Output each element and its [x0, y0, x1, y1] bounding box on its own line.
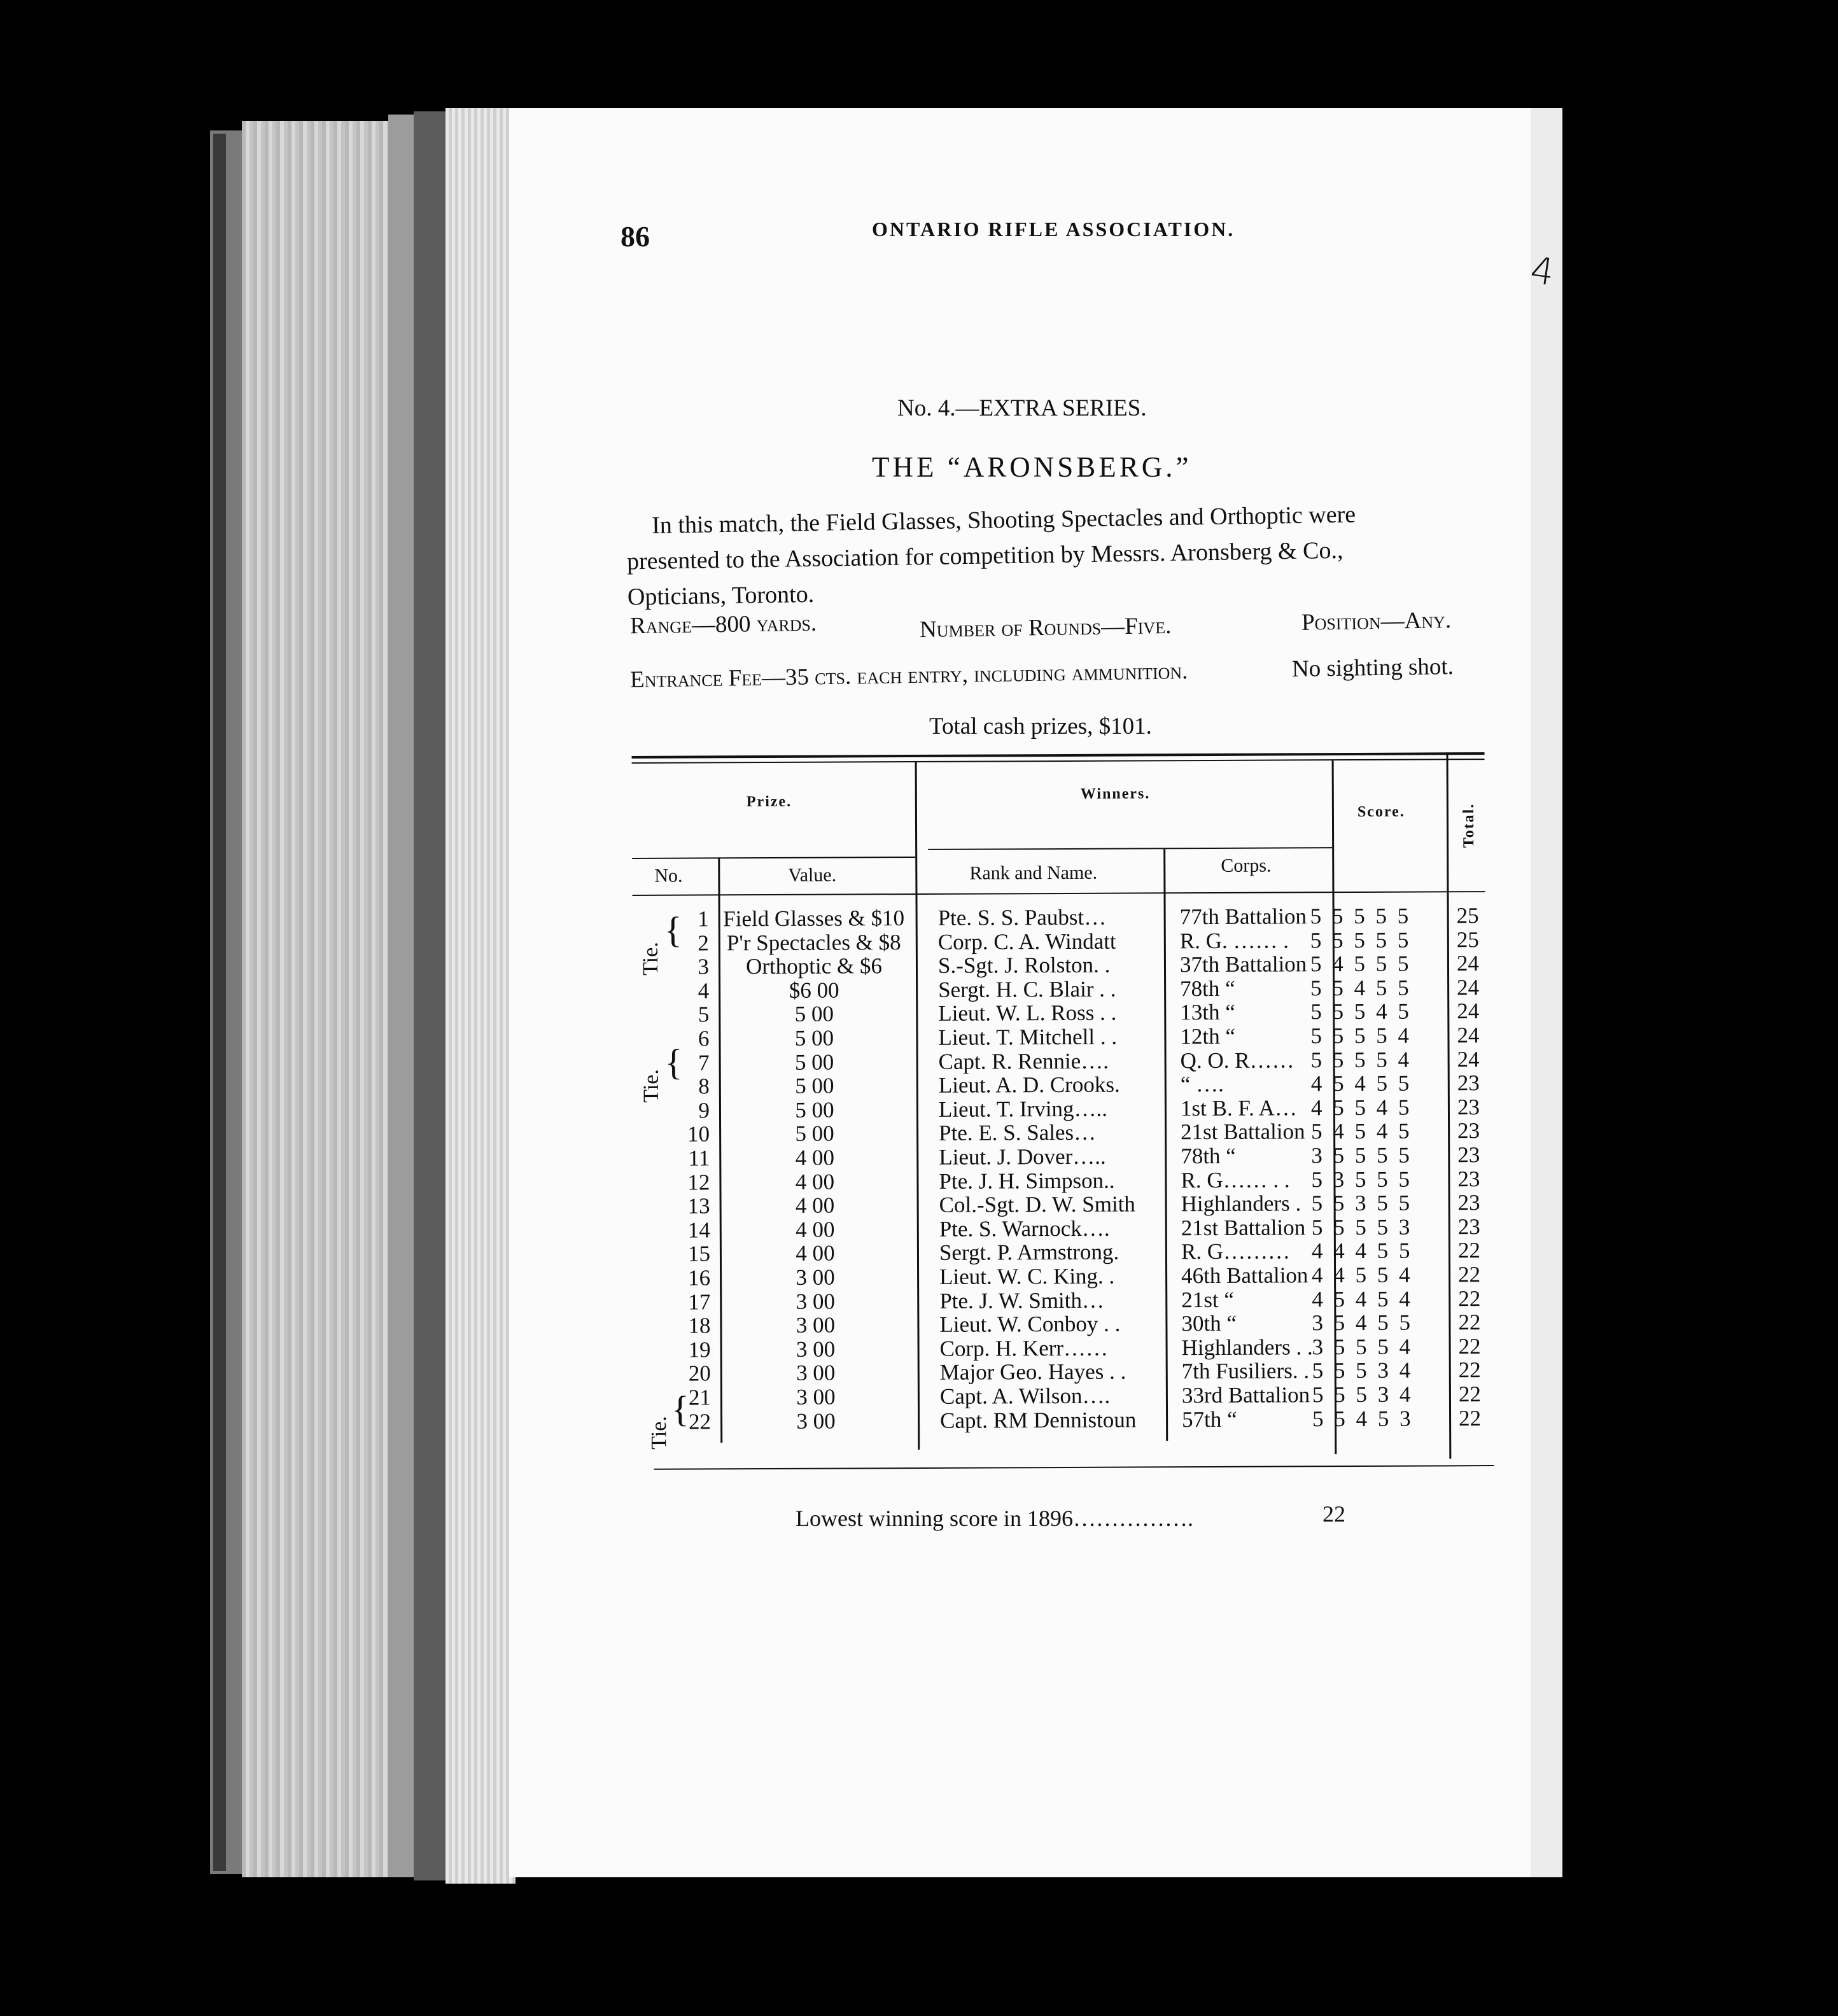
table-top-rule-thin [632, 759, 1485, 764]
row-total: 25 [1456, 927, 1479, 952]
prize-value: 5 00 [795, 1097, 834, 1123]
shot-scores: 5 3 5 5 5 [1311, 1166, 1413, 1192]
shot-scores: 4 5 4 5 4 [1312, 1286, 1413, 1312]
row-number: 6 [698, 1026, 710, 1051]
row-number: 18 [688, 1313, 711, 1338]
row-total: 23 [1457, 1070, 1480, 1096]
tie-brace: { [671, 1388, 689, 1430]
prize-value: 3 00 [796, 1289, 835, 1314]
winner-corps: Q. O. R…… [1180, 1047, 1294, 1073]
table-row [627, 1071, 1499, 1098]
row-number: 14 [687, 1217, 710, 1243]
tie-label: Tie. [647, 1416, 671, 1450]
table-row [628, 1263, 1499, 1290]
shot-scores: 4 4 5 5 4 [1312, 1262, 1413, 1288]
row-total: 23 [1457, 1166, 1480, 1191]
table-row [627, 1143, 1499, 1170]
shot-scores: 5 5 5 5 3 [1311, 1214, 1413, 1240]
tie-label: Tie. [639, 1069, 663, 1103]
row-number: 9 [698, 1098, 710, 1123]
prize-header-rule [632, 857, 915, 859]
row-total: 23 [1457, 1214, 1480, 1240]
winner-name: Capt. RM Dennistoun [940, 1407, 1137, 1433]
row-number: 5 [698, 1002, 710, 1027]
entrance-fee: Entrance Fee—35 cts. each entry, including ammunition. [629, 658, 1188, 693]
shot-scores: 3 5 5 5 5 [1311, 1142, 1412, 1168]
prize-value: 3 00 [796, 1408, 836, 1434]
shot-scores: 5 5 5 5 5 [1310, 927, 1412, 953]
winner-corps: 13th “ [1180, 1000, 1235, 1025]
shot-scores: 5 5 5 5 5 [1310, 903, 1412, 929]
prize-value: 3 00 [796, 1312, 836, 1338]
winner-name: Lieut. W. L. Ross . . [938, 1000, 1117, 1026]
winner-corps: 21st Battalion [1181, 1215, 1306, 1240]
row-total: 23 [1457, 1118, 1480, 1144]
winner-corps: R. G…… . . [1181, 1167, 1290, 1193]
row-number: 4 [698, 978, 710, 1004]
winner-name: Col.-Sgt. D. W. Smith [939, 1191, 1135, 1218]
row-number: 10 [687, 1121, 710, 1147]
prize-value: P'r Spectacles & $8 [726, 929, 901, 955]
table-row [626, 1023, 1498, 1051]
winner-name: Lieut. W. Conboy . . [939, 1311, 1121, 1338]
winner-name: S.-Sgt. J. Rolston. . [937, 952, 1111, 979]
prize-value: 5 00 [795, 1073, 834, 1099]
row-number: 19 [688, 1337, 711, 1362]
row-total: 24 [1457, 974, 1480, 1000]
row-total: 24 [1457, 1023, 1480, 1048]
winner-corps: R. G……… [1181, 1238, 1291, 1264]
row-total: 22 [1458, 1310, 1481, 1335]
winner-corps: 30th “ [1181, 1310, 1237, 1336]
prize-value: 4 00 [795, 1193, 835, 1219]
winner-name: Major Geo. Hayes . . [939, 1359, 1126, 1385]
row-number: 22 [689, 1409, 712, 1434]
table-row [628, 1382, 1500, 1410]
shot-scores: 5 5 5 5 4 [1310, 1023, 1412, 1049]
row-total: 22 [1457, 1238, 1481, 1263]
row-number: 20 [688, 1361, 711, 1386]
prize-value: 3 00 [796, 1384, 836, 1410]
sighting-shot: No sighting shot. [1291, 654, 1454, 682]
row-number: 8 [698, 1074, 710, 1099]
row-total: 22 [1458, 1357, 1481, 1383]
row-number: 2 [698, 930, 709, 956]
winner-corps: 77th Battalion [1179, 904, 1307, 930]
intro-paragraph [626, 495, 1474, 615]
row-total: 24 [1457, 1046, 1480, 1072]
row-number: 16 [688, 1265, 711, 1291]
rank-name-header: Rank and Name. [969, 862, 1098, 884]
row-number: 3 [698, 954, 710, 979]
winner-corps: 1st B. F. A… [1180, 1095, 1297, 1121]
winner-corps: Highlanders . . [1181, 1334, 1313, 1360]
prize-value: 5 00 [794, 1001, 834, 1027]
rounds-condition: Number of Rounds—Five. [919, 612, 1172, 643]
row-number: 7 [698, 1050, 710, 1075]
intro-line: Opticians, Toronto. [627, 580, 815, 611]
winner-corps: 12th “ [1180, 1023, 1236, 1049]
prize-value: 4 00 [795, 1169, 835, 1194]
row-total: 23 [1457, 1142, 1480, 1168]
row-number: 1 [698, 906, 709, 932]
row-total: 25 [1456, 903, 1479, 928]
shot-scores: 5 5 3 5 5 [1311, 1190, 1413, 1216]
winner-corps: 78th “ [1180, 976, 1235, 1001]
winner-name: Sergt. H. C. Blair . . [938, 976, 1116, 1002]
winners-header-rule [928, 847, 1332, 850]
prize-value: Field Glasses & $10 [723, 906, 905, 932]
table-bottom-rule [654, 1465, 1494, 1470]
row-total: 22 [1458, 1262, 1481, 1287]
winner-corps: 21st “ [1181, 1287, 1234, 1312]
table-row [626, 904, 1498, 931]
lowest-score-value: 22 [1322, 1501, 1345, 1527]
handwritten-margin-note: 4 [1527, 248, 1557, 295]
row-total: 24 [1457, 998, 1480, 1024]
prize-value: 3 00 [796, 1336, 836, 1362]
prize-value: 5 00 [795, 1121, 834, 1147]
prize-value: 5 00 [794, 1025, 834, 1051]
row-number: 15 [687, 1241, 711, 1266]
prize-value: 4 00 [795, 1145, 834, 1170]
row-number: 21 [688, 1385, 712, 1410]
row-total: 22 [1458, 1333, 1481, 1359]
row-total: 22 [1458, 1405, 1482, 1431]
range-condition: Range—800 yards. [629, 610, 817, 640]
winner-name: Pte. J. H. Simpson.. [939, 1168, 1115, 1194]
shot-scores: 4 5 5 4 5 [1310, 1095, 1412, 1121]
winner-corps: 33rd Battalion [1181, 1382, 1310, 1408]
running-title: ONTARIO RIFLE ASSOCIATION. [872, 218, 1235, 241]
intro-line: presented to the Association for competition by Messrs. Aronsberg & Co., [626, 536, 1343, 575]
winner-name: Lieut. A. D. Crooks. [938, 1072, 1120, 1098]
shot-scores: 4 4 4 5 5 [1311, 1238, 1413, 1264]
winner-name: Capt. R. Rennie…. [938, 1048, 1109, 1074]
shot-scores: 5 5 4 5 5 [1310, 975, 1412, 1001]
intro-line: In this match, the Field Glasses, Shooting Spectacles and Orthoptic were [651, 501, 1356, 539]
prize-value: Orthoptic & $6 [745, 953, 882, 979]
winner-corps: Highlanders . [1181, 1191, 1301, 1217]
total-cash-prizes: Total cash prizes, $101. [929, 713, 1152, 739]
winner-corps: 7th Fusiliers. . [1181, 1358, 1310, 1384]
row-number: 12 [687, 1170, 710, 1195]
page-right-edge [1531, 108, 1562, 1877]
winner-name: Lieut. W. C. King. . [939, 1263, 1115, 1289]
tie-brace: { [664, 909, 682, 951]
prize-value: 4 00 [796, 1217, 835, 1242]
prize-value: $6 00 [789, 977, 839, 1003]
book-spine-shadow [213, 134, 226, 1871]
table-row [626, 951, 1498, 979]
table-row [628, 1191, 1499, 1218]
winner-corps: 46th Battalion [1181, 1263, 1308, 1289]
shot-scores: 4 5 4 5 5 [1310, 1070, 1412, 1096]
winner-corps: 21st Battalion [1181, 1119, 1305, 1145]
winners-header: Winners. [1080, 785, 1151, 802]
total-header: Total. [1460, 802, 1478, 848]
winner-name: Sergt. P. Armstrong. [939, 1240, 1119, 1266]
winner-corps: “ …. [1180, 1072, 1224, 1097]
tie-brace: { [664, 1041, 683, 1083]
winner-name: Corp. C. A. Windatt [937, 928, 1116, 955]
winner-name: Pte. E. S. Sales… [939, 1120, 1097, 1146]
row-total: 22 [1458, 1285, 1481, 1311]
match-title: THE “ARONSBERG.” [872, 451, 1192, 483]
shot-scores: 5 5 5 5 4 [1310, 1047, 1412, 1072]
shot-scores: 5 5 5 3 4 [1312, 1357, 1414, 1383]
winner-name: Capt. A. Wilson…. [939, 1383, 1111, 1409]
prize-value: 5 00 [794, 1049, 834, 1075]
no-header: No. [654, 865, 683, 886]
tie-label: Tie. [638, 942, 663, 976]
winner-corps: 78th “ [1181, 1143, 1236, 1169]
prize-header: Prize. [746, 793, 792, 811]
shot-scores: 3 5 5 5 4 [1312, 1334, 1414, 1360]
row-number: 11 [688, 1145, 710, 1171]
shot-scores: 5 5 5 4 5 [1310, 998, 1412, 1025]
prize-value: 4 00 [796, 1240, 835, 1266]
shot-scores: 5 4 5 5 5 [1310, 951, 1412, 977]
row-total: 23 [1457, 1094, 1480, 1120]
lowest-score-label: Lowest winning score in 1896……………. [796, 1506, 1193, 1531]
series-heading: No. 4.—EXTRA SERIES. [897, 395, 1147, 421]
score-header: Score. [1357, 803, 1405, 820]
row-total: 23 [1457, 1190, 1480, 1215]
page-stack-leaves [445, 108, 516, 1884]
winner-name: Pte. S. Warnock…. [939, 1215, 1110, 1242]
winner-name: Pte. J. W. Smith… [939, 1287, 1105, 1313]
value-header: Value. [788, 864, 837, 886]
winner-name: Lieut. T. Irving….. [938, 1096, 1108, 1122]
corps-header: Corps. [1221, 855, 1272, 876]
winner-corps: 37th Battalion [1179, 951, 1307, 977]
shot-scores: 5 5 5 3 4 [1312, 1382, 1414, 1408]
winner-corps: R. G. …… . [1179, 928, 1289, 953]
shot-scores: 5 5 4 5 3 [1312, 1406, 1414, 1431]
row-total: 24 [1456, 951, 1480, 976]
prize-value: 3 00 [796, 1264, 835, 1290]
winner-name: Pte. S. S. Paubst… [937, 904, 1107, 930]
winner-name: Lieut. T. Mitchell . . [938, 1024, 1118, 1050]
prize-value: 3 00 [796, 1360, 836, 1386]
row-number: 13 [687, 1193, 710, 1219]
winner-name: Corp. H. Kerr…… [939, 1335, 1109, 1361]
row-total: 22 [1458, 1382, 1482, 1407]
shot-scores: 3 5 4 5 5 [1312, 1310, 1414, 1336]
row-number: 17 [688, 1289, 711, 1315]
winner-corps: 57th “ [1182, 1406, 1237, 1432]
page-number: 86 [621, 220, 650, 253]
shot-scores: 5 4 5 4 5 [1311, 1118, 1412, 1144]
position-condition: Position—Any. [1301, 607, 1452, 636]
header-bottom-rule [632, 891, 1485, 896]
prize-table [626, 752, 1501, 1478]
winner-name: Lieut. J. Dover….. [939, 1144, 1106, 1170]
table-row [628, 1310, 1499, 1338]
table-row [628, 1406, 1500, 1434]
